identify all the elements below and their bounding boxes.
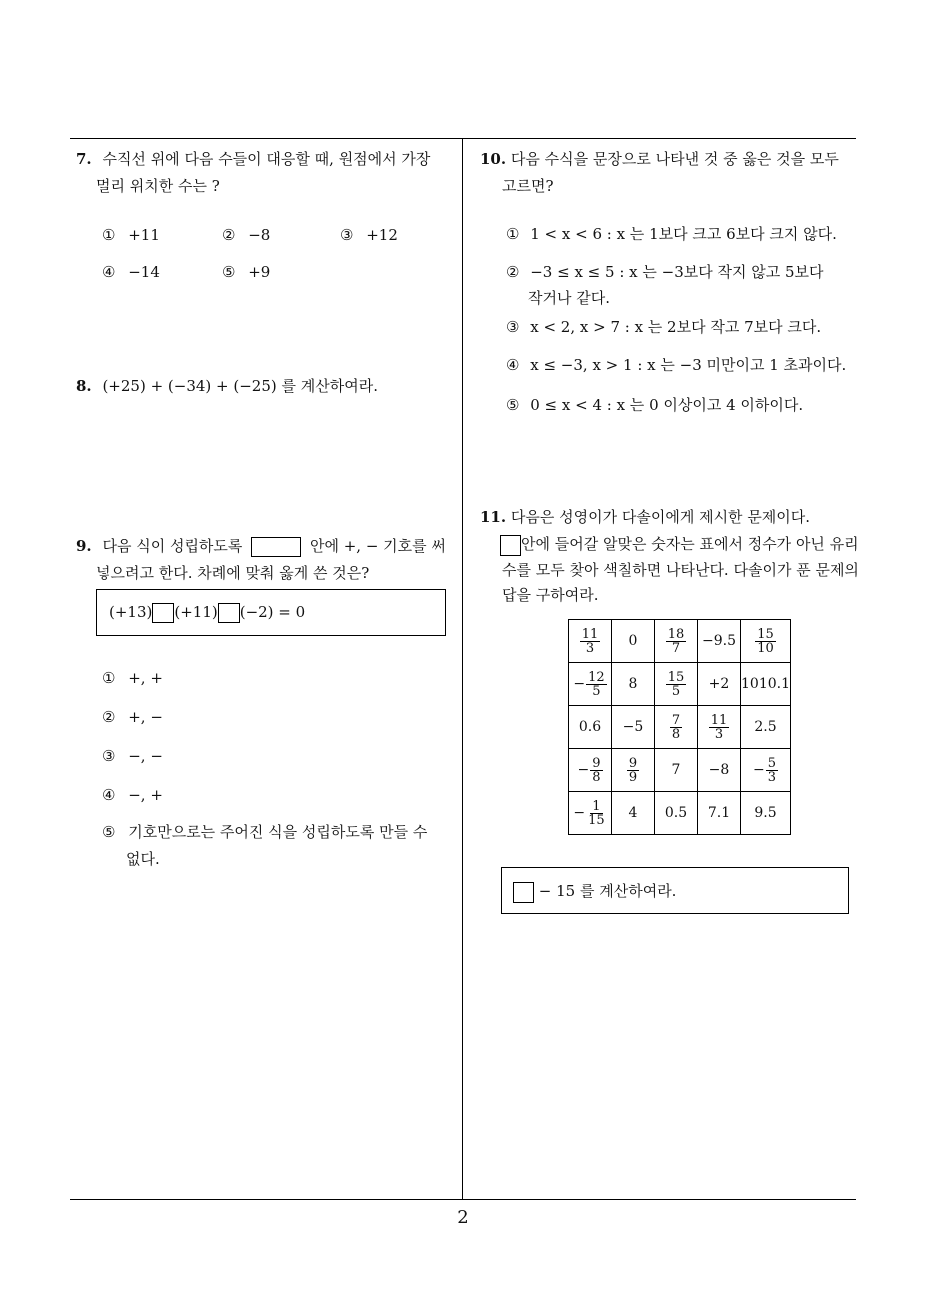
question-number: 7. [76, 150, 92, 168]
option-2[interactable]: ② +, − [102, 708, 163, 726]
cell-fraction [666, 671, 687, 698]
option-5-line2: 없다. [126, 850, 160, 868]
table-cell[interactable] [698, 706, 741, 749]
option-5[interactable]: ⑤ 기호만으로는 주어진 식을 성립하도록 만들 수 [102, 823, 428, 841]
fraction-numerator: 11 [710, 712, 728, 728]
table-cell[interactable] [655, 620, 698, 663]
option-2[interactable]: ② −8 [222, 226, 271, 244]
question-stem-line2: 멀리 위치한 수는 ? [96, 177, 220, 195]
fraction-denominator: 5 [671, 683, 681, 699]
question-number: 11. [480, 508, 507, 526]
table-cell[interactable] [741, 663, 791, 706]
cell-fraction [766, 757, 778, 784]
question-stem: 다음은 성영이가 다솔이에게 제시한 문제이다. [510, 508, 811, 526]
blank-box [500, 535, 521, 556]
fraction-numerator: 12 [588, 669, 605, 685]
fraction-denominator: 3 [714, 726, 724, 742]
fraction-numerator: 9 [628, 755, 638, 771]
question-stem-line2: 안에 들어갈 알맞은 숫자는 표에서 정수가 아닌 유리 [521, 535, 859, 553]
cell-sign: − [573, 805, 586, 821]
problem-box [501, 867, 849, 914]
table-cell[interactable] [569, 620, 612, 663]
option-4[interactable]: ④ −, + [102, 786, 163, 804]
fraction-denominator: 10 [757, 640, 774, 656]
table-cell[interactable] [569, 663, 612, 706]
blank-box [251, 537, 301, 557]
cell-fraction [590, 757, 602, 784]
number-table [568, 619, 791, 835]
option-2[interactable]: ② −3 ≤ x ≤ 5 : x 는 −3보다 작지 않고 5보다 [506, 263, 824, 281]
bottom-rule [70, 1199, 856, 1200]
table-row [569, 749, 791, 792]
option-1[interactable]: ① +, + [102, 669, 163, 687]
cell-value: 0.5 [664, 805, 688, 821]
fraction-numerator: 5 [767, 755, 776, 771]
question-number: 9. [76, 537, 92, 555]
table-cell[interactable] [569, 792, 612, 835]
question-stem-line4: 답을 구하여라. [502, 586, 599, 604]
cell-value: 1010.1 [741, 676, 790, 692]
fraction-denominator: 3 [767, 769, 776, 785]
option-3[interactable]: ③ −, − [102, 747, 163, 765]
expression-box: (+13) (+11) (−2) = 0 [96, 589, 446, 636]
blank-box [218, 603, 240, 623]
question-stem-line2: 넣으려고 한다. 차례에 맞춰 옳게 쓴 것은? [96, 564, 370, 582]
cell-value: 2.5 [754, 719, 777, 735]
table-cell[interactable] [612, 706, 655, 749]
fraction-denominator: 9 [628, 769, 638, 785]
option-4[interactable]: ④ −14 [102, 263, 160, 281]
cell-fraction [709, 714, 730, 741]
cell-sign: − [573, 676, 586, 692]
cell-value: +2 [708, 676, 730, 692]
option-1[interactable]: ① 1 < x < 6 : x 는 1보다 크고 6보다 크지 않다. [506, 225, 837, 243]
page-number: 2 [457, 1207, 469, 1228]
table-cell[interactable] [569, 749, 612, 792]
cell-fraction [670, 714, 682, 741]
option-3[interactable]: ③ x < 2, x > 7 : x 는 2보다 작고 7보다 크다. [506, 318, 822, 336]
table-cell[interactable] [655, 749, 698, 792]
table-cell[interactable] [612, 749, 655, 792]
table-cell[interactable] [612, 620, 655, 663]
fraction-denominator: 5 [592, 683, 601, 699]
table-cell[interactable] [698, 663, 741, 706]
option-2-line2: 작거나 같다. [528, 289, 610, 307]
question-stem-line3: 수를 모두 찾아 색칠하면 나타난다. 다솔이가 푼 문제의 [502, 561, 859, 579]
cell-fraction [586, 671, 607, 698]
option-5[interactable]: ⑤ +9 [222, 263, 271, 281]
fraction-numerator: 1 [592, 798, 601, 814]
cell-sign: − [752, 762, 765, 778]
column-divider [462, 138, 463, 1200]
table-cell[interactable] [569, 706, 612, 749]
question-stem-cont: 안에 +, − 기호를 써 [309, 537, 446, 555]
fraction-denominator: 15 [588, 812, 605, 828]
table-cell[interactable] [741, 620, 791, 663]
question-stem: 다음 식이 성립하도록 [102, 537, 243, 555]
cell-value: 7.1 [707, 805, 731, 821]
table-cell[interactable] [741, 706, 791, 749]
table-row [569, 792, 791, 835]
cell-value: 9.5 [754, 805, 777, 821]
fraction-denominator: 3 [585, 640, 595, 656]
fraction-numerator: 15 [667, 669, 685, 685]
table-cell[interactable] [612, 792, 655, 835]
table-cell[interactable] [655, 706, 698, 749]
question-stem: 다음 수식을 문장으로 나타낸 것 중 옳은 것을 모두 [510, 150, 839, 168]
cell-fraction [627, 757, 639, 784]
top-rule [70, 138, 856, 139]
table-row [569, 620, 791, 663]
option-5[interactable]: ⑤ 0 ≤ x < 4 : x 는 0 이상이고 4 이하이다. [506, 396, 804, 414]
cell-value: −8 [708, 762, 730, 778]
cell-sign: − [577, 762, 590, 778]
fraction-numerator: 15 [757, 626, 774, 642]
table-cell[interactable] [612, 663, 655, 706]
fraction-numerator: 11 [581, 626, 599, 642]
problem-text: − 15 를 계산하여라. [538, 882, 677, 900]
blank-box [152, 603, 174, 623]
cell-value: 0.6 [578, 719, 602, 735]
cell-value: 8 [628, 676, 638, 692]
table-cell[interactable] [655, 792, 698, 835]
question-number: 8. [76, 377, 92, 395]
table-cell[interactable] [698, 749, 741, 792]
cell-fraction [666, 628, 687, 655]
cell-fraction [580, 628, 601, 655]
cell-fraction [586, 800, 607, 827]
cell-value: 7 [671, 762, 681, 778]
cell-value: −9.5 [702, 633, 736, 649]
question-stem-line2: 고르면? [502, 177, 554, 195]
cell-value: −5 [622, 719, 644, 735]
cell-fraction [755, 628, 776, 655]
fraction-numerator: 18 [667, 626, 685, 642]
fraction-denominator: 8 [592, 769, 601, 785]
table-cell[interactable] [741, 749, 791, 792]
blank-box [513, 882, 534, 903]
cell-value: 4 [628, 805, 638, 821]
fraction-numerator: 9 [592, 755, 601, 771]
option-4[interactable]: ④ x ≤ −3, x > 1 : x 는 −3 미만이고 1 초과이다. [506, 356, 847, 374]
table-cell[interactable] [655, 663, 698, 706]
table-row [569, 706, 791, 749]
question-stem: 수직선 위에 다음 수들이 대응할 때, 원점에서 가장 [102, 150, 431, 168]
question-stem: (+25) + (−34) + (−25) 를 계산하여라. [102, 377, 378, 395]
option-1[interactable]: ① +11 [102, 226, 160, 244]
table-cell[interactable] [741, 792, 791, 835]
fraction-numerator: 7 [671, 712, 681, 728]
table-cell[interactable] [698, 620, 741, 663]
fraction-denominator: 8 [671, 726, 681, 742]
table-cell[interactable] [698, 792, 741, 835]
cell-value: 0 [628, 633, 638, 649]
fraction-denominator: 7 [671, 640, 681, 656]
option-3[interactable]: ③ +12 [340, 226, 398, 244]
question-number: 10. [480, 150, 507, 168]
table-row [569, 663, 791, 706]
